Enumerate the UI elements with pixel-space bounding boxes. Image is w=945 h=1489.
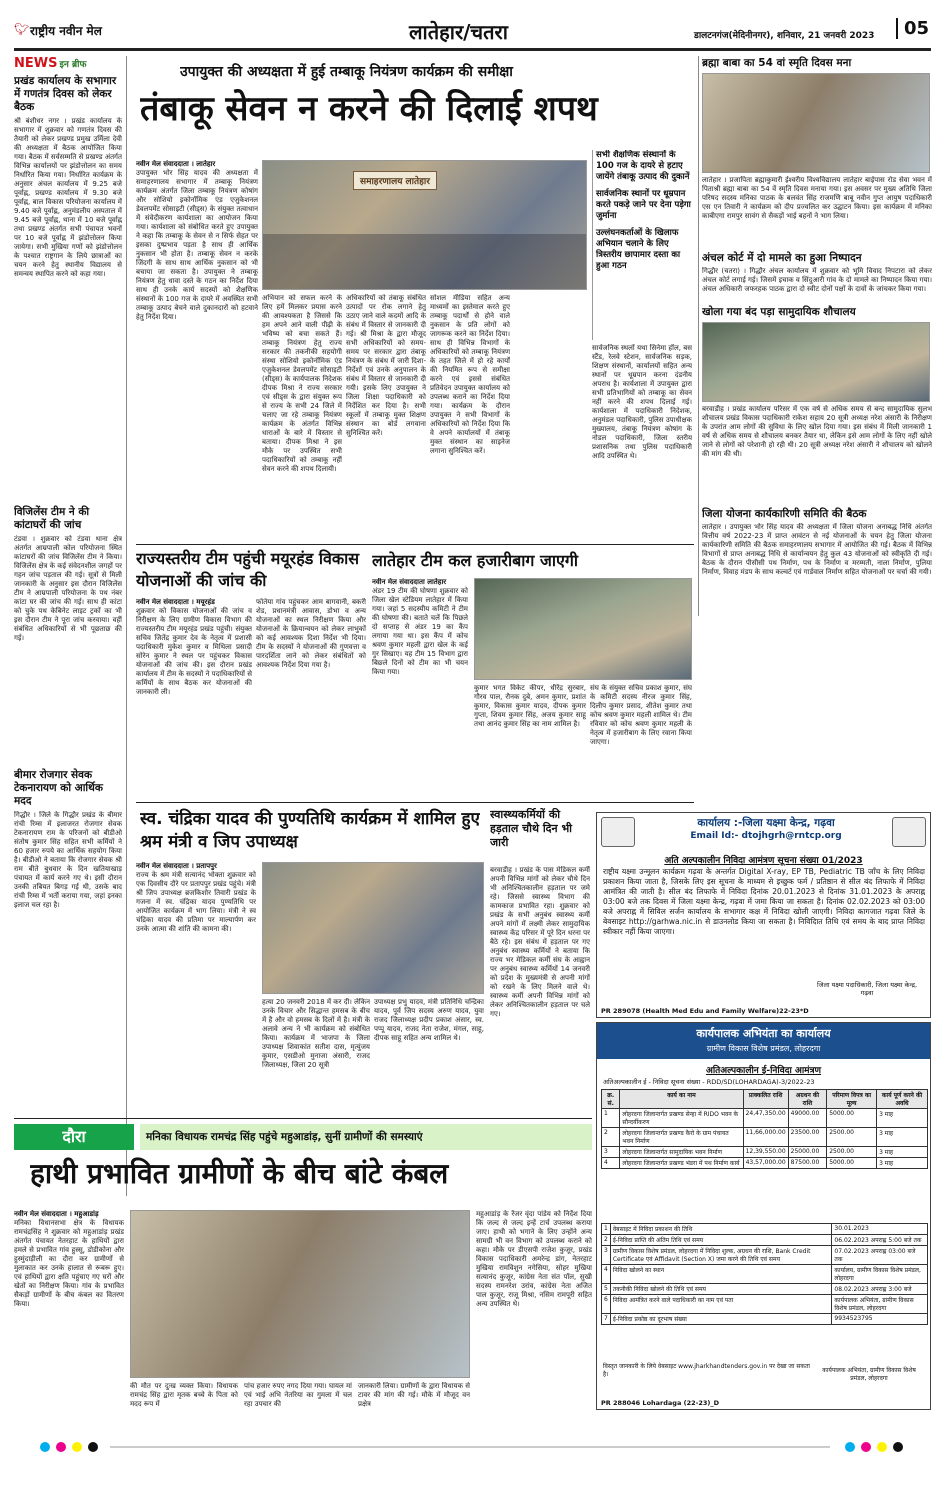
daura-body-2: की मौत पर दुःख व्यक्त किया। विधायक रामचंद्र सिंह द्वारा मृतक बच्चे के पिता को मदद रूप में bbox=[130, 1382, 238, 1408]
tb-office: कार्यालय :-जिला यक्ष्मा केन्द्र, गढ़वा bbox=[697, 817, 835, 829]
table-cell: लोहरदगा जिलान्तर्गत प्रखण्ड भंडरा में पथ निर्माण कार्य bbox=[620, 1158, 743, 1169]
ee-col-header: परिमाण विपत्र का मूल्य bbox=[827, 1090, 877, 1109]
table-cell: 11,66,000.00 bbox=[743, 1128, 788, 1147]
ee-office: कार्यपालक अभियंता का कार्यालय bbox=[696, 1027, 831, 1040]
hazaribagh-byline: नवीन मेल संवाददाता लातेहार bbox=[372, 578, 447, 586]
chandrika-headline: स्व. चंद्रिका यादव की पुण्यतिथि कार्यक्रम में शामिल हुए श्रम मंत्री व जिप उपाध्यक्ष bbox=[140, 809, 480, 852]
table-cell: 1 bbox=[602, 1109, 620, 1128]
terms-cell: ई-निविदा प्रकोष्ठ का दूरभाष संख्या bbox=[610, 1314, 832, 1325]
lead-kicker: उपायुक्त की अध्यक्षता में हुई तम्बाकू नियंत्रण कार्यक्रम की समीक्षा bbox=[180, 64, 513, 80]
right-headline-1: ब्रह्मा बाबा का 54 वां स्मृति दिवस मना bbox=[702, 57, 852, 69]
paper-name: राष्ट्रीय नवीन मेल bbox=[30, 24, 102, 38]
ee-sub: ग्रामीण विकास विशेष प्रमंडल, लोहरदगा bbox=[706, 1044, 821, 1053]
tb-tender-ad bbox=[596, 812, 931, 1018]
chandrika-body-2: हत्या 20 जनवरी 2018 में कर दी। लेकिन उनके विचार और सिद्धान्त हमसब के बीच में है और वो हमसब के दिलों में है। मंत्री के अलावे अन्य ने भी कार्यक्रम को संबोधित किया। कार्यक्रम में भाजपा के जिला उपाध्यक्ष शिवाकांत सतीश दास, मृत्युंजय कुमार, एसडीओ मुनाजा अंसारी, राजद जिलाध्यक्ष, जिला 20 सूत्री bbox=[262, 998, 370, 1069]
terms-row bbox=[602, 1284, 928, 1295]
mayurhand-headline: राज्यस्तरीय टीम पहुंची मयूरहंड विकास योजनाओं की जांच की bbox=[136, 549, 360, 590]
brief-headline-3: बीमार रोजगार सेवक टेकनारायण को आर्थिक मदद bbox=[14, 769, 103, 807]
table-cell: 25000.00 bbox=[788, 1147, 827, 1158]
brief-headline-2: विजिलेंस टीम ने की कांटाघरों की जांच bbox=[14, 506, 90, 531]
chandrika-body-3: उपाध्यक्ष प्रभु यादव, मंत्री प्रतिनिधि चन्द्रिका यादव, पूर्व जिप सदस्य अरुण यादव, युवा राजद जिलाध्यक्ष प्रदीप प्रकाश अंसार, स्व. पप्पू यादव, राजद नेता राजेश, मंगल, साहू, दीपक साहू सहित अन्य शामिल थे। bbox=[374, 998, 484, 1042]
right-column bbox=[702, 56, 932, 614]
table-cell: लोहरदगा जिलान्तर्गत सामुदायिक भवन निर्माण bbox=[620, 1147, 743, 1158]
table-cell: लोहरदगा जिलान्तर्गत प्रखण्ड कैरो के ग्राम पंचायत भवन निर्माण bbox=[620, 1128, 743, 1147]
page-number: 05 bbox=[896, 18, 929, 39]
terms-cell: 5 bbox=[602, 1284, 611, 1295]
ee-footer: विस्तृत जानकारी के लिये वेबसाइट www.jharkhandtenders.gov.in पर देखा जा सकता है। bbox=[603, 1363, 810, 1378]
table-cell: लोहरदगा जिलान्तर्गत प्रखण्ड सेन्हा में RIDO भवन के सौन्दर्यीकरण bbox=[620, 1109, 743, 1128]
table-cell: 2 bbox=[602, 1128, 620, 1147]
right-text-4: लातेहार । उपायुक्त भोर सिंह यादव की अध्यक्षता में जिला योजना अनाबद्ध निधि अंतर्गत वित्तीय वर्ष 2022-23 में प्राप्त आवंटन से नई योजनाओं के चयन हेतु जिला योजना कार्यकारिणी समिति की बैठक समाहरणालय सभागार में आयोजित की गई। बैठक में विभिन्न विभागों से प्राप्त अनाबद्ध निधि से कार्यान्वयन हेतु कुल 43 योजनाओं को स्वीकृति दी गई। बैठक के दौरान पीसीसी पथ निर्माण, पथ के निर्माण व मरम्मती, नाला निर्माण, पुलिया निर्माण, विवाह मंडप के साथ कल्वर्ट एवं गार्डवाल निर्माण सहित योजनाओं पर चर्चा की गयी। bbox=[702, 523, 932, 576]
masthead bbox=[14, 14, 931, 50]
mayurhand-body-2: फोतेया गांव पहुंचकर आम बागवानी, बकरी शेड, प्रधानमंत्री आवास, डोभा व अन्य योजनाओं का स्थल निरीक्षण किया और योजनाओं के क्रियान्वयन को लेकर लाभुकों को कई आवश्यक दिशा निर्देश भी दिया। टीम के सदस्यों ने योजनाओं की गुणवत्ता व पारदर्शिता लाने को लेकर संबंधितों को आवश्यक निर्देश दिया गया है। bbox=[256, 598, 366, 669]
right-photo-2 bbox=[702, 322, 930, 402]
ee-signature: कार्यपालक अभियंता, ग्रामीण विकास विशेष प्रमंडल, लोहरदगा bbox=[822, 1367, 916, 1382]
bird-logo-icon: 🐦︎ bbox=[14, 22, 30, 36]
terms-cell: कार्यपालक अभियंता, ग्रामीण विकास विशेष प्रमंडल, लोहरदगा bbox=[832, 1295, 928, 1314]
hazaribagh-body-1: अंडर 19 टीम की घोषणा शुक्रवार को जिला खेल स्टेडियम लातेहार में किया गया। जहां 5 सदस्यीय कमिटी ने टीम की घोषणा की। बताते चलें कि पिछले दो सप्ताह से अंडर 19 का कैंप लगाया गया था। इस कैंप में कोच श्रवण कुमार महली द्वारा खेल के कई गुर सिखाए। यह टीम 15 विभाग द्वारा बिछ्ले दिनों को टीम का भी चयन किया गया। bbox=[372, 587, 468, 676]
ee-terms-table bbox=[601, 1223, 928, 1325]
table-cell: 5000.00 bbox=[827, 1109, 877, 1128]
ee-col-header: प्राक्कलित राशि bbox=[743, 1090, 788, 1109]
daura-column-1 bbox=[14, 1210, 124, 1418]
terms-cell: 6 bbox=[602, 1295, 611, 1314]
right-headline-4: जिला योजना कार्यकारिणी समिति की बैठक bbox=[702, 508, 867, 520]
ee-ref: अतिअल्पकालीन ई - निविदा सूचना संख्या - RDD/SD(LOHARDAGA)-3/2022-23 bbox=[603, 1078, 815, 1086]
tb-title: अति अल्पकालीन निविदा आमंत्रण सूचना संख्या 01/2023 bbox=[664, 856, 863, 866]
terms-row bbox=[602, 1295, 928, 1314]
registration-strip bbox=[40, 1440, 905, 1454]
chandrika-photo bbox=[262, 862, 484, 994]
terms-cell: 30.01.2023 bbox=[832, 1224, 928, 1235]
lead-body-1: उपायुक्त भोर सिंह यादव की अध्यक्षता में समाहरणालय सभागार में तम्बाकू नियंत्रण कार्यक्रम अंतर्गत जिला तम्बाकू नियंत्रण कोषांग और सोशियो इकोनॉमिक एंड एजुकेशनल डेवलपमेंट सोसाइटी (सीड्स) के संयुक्त तत्वाधान में संवेदीकरण कार्यशाला का आयोजन किया गया। कार्यशाला को संबोधित करते हुए उपायुक्त ने कहा कि तम्बाकू के सेवन से न सिर्फ सेहत पर इसका दुष्प्रभाव पड़ता है साथ ही आर्थिक नुकसान भी होता है। तम्बाकू सेवन न करके जिंदगी के साथ साथ आर्थिक नुकसान को भी बचाया जा सकता है। उपायुक्त ने तम्बाकू नियंत्रण हेतु धावा दस्ते के गठन का निर्देश दिया साथ ही उनके कार्य सदस्यों को शैक्षणिक संस्थानों के 100 गज के दायरे में अवस्थित सभी तम्बाकू उत्पाद बेचने वाले दुकानदारों को हटवाने हेतु निर्देश दिया। bbox=[136, 169, 258, 321]
lead-photo bbox=[262, 160, 587, 290]
hazaribagh-body-3: संघ के संयुक्त सचिव प्रकाश कुमार, संघ के कमिटी सदस्य नीरज कुमार सिंह, दिलीप कुमार प्रसाद, शीतेश कुमार तथा कोच श्रवण कुमार महली शामिल थे। टीम रविवार को कोच श्रवण कुमार महली के नेतृत्व में हजारीबाग के लिए रवाना किया जाएगा। bbox=[590, 684, 692, 746]
lead-body-4: सोशल मीडिया सहित अन्य माध्यमों का इस्तेमाल करते हुए तम्बाकू पदार्थों से होने वाले नुकसान के प्रति लोगों को जागरूक करने का निर्देश दिया। साथ ही विभिन्न विभागों के अधिकारियों को तम्बाकू नियंत्रण के तहत जिले में हो रहे कार्यों की नियमित रूप से समीक्षा करने एवं इससे संबंधित प्रतिवेदन उपायुक्त कार्यालय को उपलब्ध कराने का निर्देश दिया गया। कार्यक्रम के दौरान उपायुक्त ने सभी विभागों के अधिकारियों को निर्देश दिया कि वे अपने कार्यालयों में तंबाकू मुक्त संस्थान का साइनेज लगाना सुनिश्चित करें। bbox=[430, 294, 510, 455]
table-cell: 2500.00 bbox=[827, 1147, 877, 1158]
terms-cell: तकनीकी निविदा खोलने की तिथि एवं समय bbox=[610, 1284, 832, 1295]
terms-cell: 2 bbox=[602, 1235, 611, 1246]
ee-pr-number: PR 288046 Lohardaga (22-23)_D bbox=[601, 1399, 719, 1407]
terms-cell: वेबसाइट में निविदा प्रकाशन की तिथि bbox=[610, 1224, 832, 1235]
daura-kicker: मनिका विधायक रामचंद्र सिंह पहुंचे महुआडांड़, सुनीं ग्रामीणों की समस्याएं bbox=[140, 1124, 592, 1150]
lead-body-2: अभियान को सफल करने के लिए हमें मिलकर प्रयास करने की आवश्यकता है जिससे कि हम अपने आने वाली पीढ़ी के भविष्य को बचा सकते हैं। तम्बाकू नियंत्रण हेतु राज्य सरकार की तकनीकी सहयोगी संस्था सोशियो इकोनॉमिक एंड एजुकेशनल डेवलपमेंट सोसाइटी (सीड्स) के कार्यपालक निदेशक दीपक मिश्रा ने राज्य सरकार एवं सीड्स के द्वारा संयुक्त रूप से राज्य के सभी 24 जिले में चलाए जा रहे तम्बाकू नियंत्रण कार्यक्रम के अंतर्गत विभिन्न धाराओं के बारे में विस्तार से बताया। दीपक मिश्रा ने इस मौके पर उपस्थित सभी पदाधिकारियों को तम्बाकू नहीं सेवन करने की शपथ दिलायी। bbox=[262, 294, 342, 473]
lead-body-3: अधिकारियों को तंबाकू संबंधित उत्पादों पर रोक लगाने हेतु उठाए जाने वाले कदमों आदि के संबंध में विस्तार से जानकारी दी गई। श्री मिश्रा के द्वारा मौजूद सभी अधिकारियों को समय-समय पर सरकार द्वारा तंबाकू नियंत्रण के संबंध में जारी दिशा-निर्देशों एवं उनके अनुपालन के संबंध में विस्तार से जानकारी दी गयी। इसके लिए उपायुक्त ने जिला शिक्षा पदाधिकारी को निर्देशित कर दिया है। सभी स्कूलों में तम्बाकू मुक्त शिक्षण संस्थान का बोर्ड लगवाना सुनिश्चित करें। bbox=[346, 294, 426, 437]
news-brief-label: NEWS इन ब्रीफ bbox=[14, 56, 87, 71]
right-headline-3: खोला गया बंद पड़ा सामुदायिक शौचालय bbox=[702, 306, 856, 318]
strike-body: बरवाडीह । प्रखंड के पास मेडिकल कर्मी अपनी विभिन्न मांगों को लेकर चौथे दिन भी अनिश्चितकालीन हड़ताल पर जमे रहे। जिससे स्वास्थ्य विभाग की कामकाज प्रभावित रहा। शुक्रवार को प्रखंड के सभी अनुबंध स्वास्थ्य कर्मी अपने मांगों में लक्ष्मी लेकर सामुदायिक स्वास्थ्य केंद्र परिसर में पूरे दिन धरना पर बैठे रहे। इस संबंध में हड़ताल पर गए अनुबंध स्वास्थ्य कर्मियों ने बताया कि राज्य भर मेडिकल कर्मी संघ के आह्वान पर अनुबंध स्वास्थ्य कर्मियों 14 जनवरी को प्रदेश के मुख्यमंत्री से अपनी मांगों को रखने के लिए मिलने वाले थे। स्वास्थ्य कर्मी अपनी विभिन्न मांगों को लेकर अनिश्चितकालीन हड़ताल पर चले गए। bbox=[490, 866, 590, 1018]
table-cell: 87500.00 bbox=[788, 1158, 827, 1169]
terms-row bbox=[602, 1235, 928, 1246]
brief-text-2: टंडवा । शुक्रवार को टंडवा थाना क्षेत्र अंतर्गत आम्रपाली कोल परियोजना स्थित कांटाघरों की जांच विजिलेंस टीम ने किया। विजिलेंस क्षेत्र के कई संवेदनशील जगहों पर गहन जांच पड़ताल की गई। सूत्रों से मिली जानकारी के अनुसार इस दौरान विजिलेंस टीम ने आम्रपाली परियोजना के पथ नंबर कांटा घर की जांच की गई। साथ ही कांटा को चुके पथ केबिनेट लाइट ट्रकों का भी इस दौरान टीम ने पूरा जांच करवाया। वहीं संबंधित अधिकारियों से भी पूछताछ की गई। bbox=[14, 535, 122, 642]
mayurhand-byline: नवीन मेल संवाददाता । मयूरहंड bbox=[136, 598, 215, 606]
table-cell: 3 माह bbox=[877, 1109, 928, 1128]
strike-headline: स्वास्थ्यकर्मियों की हड़ताल चौथे दिन भी जारी bbox=[490, 808, 573, 849]
chandrika-body-1: राज्य के श्रम मंत्री सत्यानंद भोक्ता शुक्रवार को एक दिवसीय दौरे पर प्रतापपुर प्रखंड पहुंचे। मंत्री श्री जिप उपाध्यक्ष ब्रजकिशोर तिवारी प्रखंड के गजना में स्व. चंद्रिका यादव पुण्यतिथि पर आयोजित कार्यक्रम में भाग लिया। मंत्री ने स्व चंद्रिका यादव की प्रतिमा पर माल्यार्पण कर उनके आत्मा की शांति की कामना की। bbox=[136, 871, 256, 933]
terms-cell: निविदा आमंत्रित करने वाले पदाधिकारी का नाम एवं पता bbox=[610, 1295, 832, 1314]
brief-text-3: गिद्धौर । जिले के गिद्धौर प्रखंड के बीमार रांची रिम्स में इलाजरत रोजगार सेवक टेकनारायण राम के परिजनों को बीडीओ संतोष कुमार सिंह सहित सभी कर्मियों ने 60 हजार रुपये का आर्थिक सहयोग किया है। बीडीओ ने बताया कि रोजगार सेवक श्री राम बीते बुधवार के दिन खतियाखाड़ पंचायत में कार्य करने गए थे। इसी दौरान उनकी तबियत बिगड़ गई थी, उसके बाद रांची रिम्स में भर्ती कराया गया, जहां इनका इलाज चल रहा है। bbox=[14, 811, 122, 909]
table-cell: 2500.00 bbox=[827, 1128, 877, 1147]
table-cell: 49000.00 bbox=[788, 1109, 827, 1128]
terms-row bbox=[602, 1224, 928, 1235]
daura-headline: हाथी प्रभावित ग्रामीणों के बीच बांटे कंबल bbox=[30, 1157, 449, 1190]
terms-row bbox=[602, 1265, 928, 1284]
tb-body: राष्ट्रीय यक्ष्मा उन्मूलन कार्यक्रम गढ़वा के अन्तर्गत Digital X-ray, EP TB, Pediatric TB जाँच के लिए निविदा प्रकाशन किया जाता है, जिसके लिए इस सूचना के माध्यम से इच्छुक फर्म / प्रतिष्ठान से सील बंद लिफाफे में निविदा आमंत्रित की जाती है। सील बंद लिफाफे में निविदा दिनांक 20.01.2023 से दिनांक 31.01.2023 के अपराह्न 03:00 बजे तक दिवस में जिला यक्ष्मा केन्द्र, गढ़वा में जमा किया जा सकता है। दिनांक 02.02.2023 को 03:00 बजे अपराह्न में सिविल सर्जन कार्यालय के सभागार कक्ष में निविदा खोली जाएगी। निविदा कागजात गढ़वा जिले के बेवसाइट http://garhwa.nic.in से डाउनलोड किया जा सकता है। निविदाित तिथि एवं समय के बाद प्राप्त निविदा स्वीकार नहीं किया जाएगा। bbox=[603, 867, 925, 936]
lead-photo-sign: समाहरणालय लातेहार bbox=[353, 171, 437, 190]
brief-text-1: श्री बंशीधर नगर । प्रखंड कार्यालय के सभागार में शुक्रवार को गणतंत्र दिवस की तैयारी को लेकर प्रखण्ड प्रमुख उर्मिला देवी की अध्यक्षता में बैठक आयोजित किया गया। बैठक में सर्वसम्मति से प्रखण्ड अंतर्गत विभिन्न कार्यालयों पर झंडोत्तोलन का समय निर्धारित किया गया। निर्धारित कार्यक्रम के अनुसार अंचल कार्यालय में 9.25 बजे पूर्वाह्न, प्रखण्ड कार्यालय में 9.30 बजे पूर्वाह्न, बाल विकास परियोजना कार्यालय में 9.40 बजे पूर्वाह्न, अनुमंडलीय अस्पताल में 9.45 बजे पूर्वाह्न, थाना में 10 बजे पूर्वाह्न तथा प्रखण्ड अंतर्गत सभी पंचायत भवनों पर 10 बजे पूर्वाह्न में झंडोत्तोलन किया जायेगा। सभी मुखिया गणों को झंडोत्तोलन के पश्चात राष्ट्रगान के लिये छात्राओं का चयन करने हेतु स्थानीय विद्यालय से समन्वय स्थापित करने को कहा गया। bbox=[14, 117, 122, 278]
daura-body-3: पांच हजार रुपए नगद दिया गया। घायल मां एवं भाई अभि नेतरिया का गुमला में चल रहा उपचार की bbox=[244, 1382, 352, 1408]
table-row bbox=[602, 1158, 928, 1169]
terms-cell: 1 bbox=[602, 1224, 611, 1235]
hazaribagh-column-1 bbox=[372, 578, 468, 800]
lead-side-point-3: उल्लंघनकर्ताओं के खिलाफ अभियान चलाने के लिए त्रिस्तरीय छापामार दस्ता का हुआ गठन bbox=[596, 228, 681, 271]
hazaribagh-headline: लातेहार टीम कल हजारीबाग जाएगी bbox=[372, 551, 578, 570]
news-brief-column bbox=[14, 56, 122, 1196]
table-row bbox=[602, 1147, 928, 1158]
terms-cell: ई-निविदा प्राप्ति की अंतिम तिथि एवं समय bbox=[610, 1235, 832, 1246]
daura-photo bbox=[130, 1210, 470, 1378]
table-cell: 24,47,350.00 bbox=[743, 1109, 788, 1128]
tb-email: Email Id:- dtojhgrh@rntcp.org bbox=[690, 831, 842, 841]
lead-side-box bbox=[592, 150, 692, 340]
terms-cell: 06.02.2023 अपराह्न 5:00 बजे तक bbox=[832, 1235, 928, 1246]
table-cell: 23500.00 bbox=[788, 1128, 827, 1147]
ee-works-table bbox=[601, 1089, 928, 1169]
daura-label: दौरा bbox=[14, 1124, 134, 1150]
mayurhand-column-1 bbox=[136, 598, 252, 798]
daura-body-4: जानकारी लिया। ग्रामीणों के द्वारा विधायक से टावर की मांग की गई। मौके में मौजूद वन प्रक्षेत्र bbox=[358, 1382, 470, 1408]
lead-byline: नवीन मेल संवाददाता । लातेहार bbox=[136, 160, 216, 168]
table-cell: 3 माह bbox=[877, 1158, 928, 1169]
right-photo-1 bbox=[702, 73, 930, 173]
terms-cell: 4 bbox=[602, 1265, 611, 1284]
lead-side-point-2: सार्वजनिक स्थानों पर धूम्रपान करते पकड़े जाने पर देना पड़ेगा जुर्माना bbox=[596, 189, 691, 221]
ee-col-header: अग्रधन की राशि bbox=[788, 1090, 827, 1109]
tb-emblem-right-icon bbox=[892, 817, 926, 847]
tb-signature: जिला यक्ष्मा पदाधिकारी, जिला यक्ष्मा केन्द्र, गढ़वा bbox=[816, 981, 918, 997]
dateline: डालटनगंज(मेदिनीनगर), शनिवार, 21 जनवरी 2023 bbox=[694, 31, 875, 41]
table-row bbox=[602, 1128, 928, 1147]
table-cell: 12,39,550.00 bbox=[743, 1147, 788, 1158]
ee-tender-ad bbox=[596, 1022, 931, 1410]
ee-col-header: कार्य पूर्ण करने की अवधि bbox=[877, 1090, 928, 1109]
daura-byline: नवीन मेल संवाददाता । महुआडांड़ bbox=[14, 1210, 99, 1218]
ee-header bbox=[597, 1023, 930, 1059]
terms-cell: कार्यालय, ग्रामीण विकास विशेष प्रमंडल, लोहरदगा bbox=[832, 1265, 928, 1284]
ee-title: अतिअल्पकालीन ई-निविदा आमंत्रण bbox=[705, 1066, 822, 1076]
right-text-3: बरवाडीह । प्रखंड कार्यालय परिसर में एक वर्ष से अधिक समय से बन्द सामुदायिक सुलभ शौचालय प्रखंड विकास पदाधिकारी राकेश सहाय 20 सूत्री अध्यक्ष नरेश अंसारी के निरीक्षण के उपरांत आम लोगों की सुविधा के लिए खोल दिया गया। इस संबंध में मिली जानकारी 1 वर्ष से अधिक समय से शौचालय बनकर तैयार था, लेकिन इसे आम लोगों के लिए नहीं खोले जाने से लोगों को परेशानी हो रही थी। 20 सूत्री अध्यक्ष नरेश अंसारी ने शौचालय को खोलने की मांग की थी। bbox=[702, 405, 932, 458]
table-cell: 5000.00 bbox=[827, 1158, 877, 1169]
right-text-1: लातेहार । प्रजापिता ब्रह्माकुमारी ईश्वरीय विश्वविद्यालय लातेहार बाईपास रोड सेवा भवन में पिताश्री ब्रह्मा बाबा का 54 वें स्मृति दिवस मनाया गया। इस अवसर पर मुख्य अतिथि जिला परिषद सदस्य मनिका पाठक के बलवंत सिंह राजमणि बाबू नवीन गुप्त आयुष पदाधिकारी एस एन तिवारी ने कार्यक्रम को दीप प्रज्वलित कर उद्घाटन किया। इस कार्यक्रम में मनिका काबीएगा रामपुर सावंग से सैकड़ों भाई बहनों ने भाग लिया। bbox=[702, 176, 932, 220]
lead-column-1 bbox=[136, 160, 258, 540]
hazaribagh-body-2: कुमार भगत विकेट कीपर, धीरेंद्र सुरबार, गौरव पाल, रौनक दुबे, अमन कुमार, प्रशांत कुमार, विकास कुमार यादव, दीपक कुमार गुप्ता, शिवम कुमार सिंह, अजय कुमार साहू तथा आनंद कुमार सिंह का नाम शामिल है। bbox=[474, 684, 586, 728]
ee-col-header: कार्य का नाम bbox=[620, 1090, 743, 1109]
right-text-2: गिद्धौर (चतरा) । गिद्धौर अंचल कार्यालय में शुक्रवार को भूमि विवाद निपटारा को लेकर अंचल कोर्ट लगाई गई। जिसमें इचाक व सिंदुआरी गांव के दो मामले का निष्पादन किया गया। अंचल अधिकारी जफरहक पाठक द्वारा दो स्वीट दोनों पक्षों के दावों के जांचकर किया गया। bbox=[702, 267, 932, 293]
section-title: लातेहार/चतरा bbox=[409, 20, 508, 44]
terms-cell: 3 bbox=[602, 1246, 611, 1265]
terms-cell: 07.02.2023 अपराह्न 03:00 बजे तक bbox=[832, 1246, 928, 1265]
table-cell: 3 माह bbox=[877, 1147, 928, 1158]
tb-pr-number: PR 289078 (Health Med Edu and Family Welfare)22-23*D bbox=[601, 1007, 809, 1015]
terms-row bbox=[602, 1314, 928, 1325]
lead-side-point-1: सभी शैक्षणिक संस्थानों के 100 गज के दायरे से हटाए जायेंगे तंबाकू उत्पाद की दुकानें bbox=[596, 150, 690, 182]
table-cell: 3 माह bbox=[877, 1128, 928, 1147]
hazaribagh-team-photo bbox=[474, 578, 692, 680]
terms-row bbox=[602, 1246, 928, 1265]
table-cell: 3 bbox=[602, 1147, 620, 1158]
daura-body-1: मनिका विधानसभा क्षेत्र के विधायक रामचंद्रसिंह ने शुक्रवार को महुआडांड़ प्रखंड अंतर्गत पंचायत नेतरहाट के हाथियों द्वारा हमले से प्रभावित गांव हुस्सू, डोडीकोना और हुस्मुंदाड़ीली का दौरा कर ग्रामीणों से मुलाकात कर उनके हालात से रूबरू हुए। एवं हाथियों द्वारा क्षति पहुंचाए गए घरों और खेतों का निरीक्षण किया। गांव के प्रभावित सैकड़ों ग्रामीणों के बीच कंबल का वितरण किया। bbox=[14, 1219, 124, 1308]
table-row bbox=[602, 1109, 928, 1128]
lead-body-5: सार्वजनिक स्थलों यथा सिनेमा हॉल, बस स्टैंड, रेलवे स्टेशन, सार्वजनिक सड़क, शिक्षण संस्थानों, कार्यालयों सहित अन्य स्थानों पर धूम्रपान करना दंडनीय अपराध है। कार्यशाला में उपायुक्त द्वारा सभी प्रतिभागियों को तम्बाकू का सेवन नहीं करने की शपथ दिलाई गई। कार्यशाला में पदाधिकारी निदेशक, अनुमंडल पदाधिकारी, पुलिस उपाधीक्षक मुख्यालय, तंबाकू नियंत्रण कोषांग के नोडल पदाधिकारी, जिला स्तरीय प्रशासनिक तथा पुलिस पदाधिकारी आदि उपस्थित थे। bbox=[592, 344, 692, 460]
lead-headline: तंबाकू सेवन न करने की दिलाई शपथ bbox=[140, 89, 598, 129]
terms-cell: ग्रामीण विकास विशेष प्रमंडल, लोहरदगा में निविदा शुल्क, अग्रधन की राशि, Bank Credit Certificate एवं Affidavit (Section X) जमा करने की तिथि एवं समय bbox=[610, 1246, 832, 1265]
chandrika-byline: नवीन मेल संवाददाता । प्रतापपुर bbox=[136, 862, 217, 870]
terms-cell: निविदा खोलने का स्थान bbox=[610, 1265, 832, 1284]
terms-cell: 9934523795 bbox=[832, 1314, 928, 1325]
mayurhand-body-1: शुक्रवार को विकास योजनाओं की जांच व निरीक्षण के लिए ग्रामीण विकास विभाग की राज्यस्तरीय टीम मयूरहंड प्रखंड पहुंची। संयुक्त सचिव जितेंद्र कुमार देव के नेतृत्व में प्रशासी पदाधिकारी मुकेश कुमार व मिथिला प्रसादी सोरेन कुमार ने स्थल पर पहुंचकर विकास योजनाओं की जांच की। इस दौरान प्रखंड कार्यालय में टीम के सदस्यों ने पदाधिकारियों से कर्मियों के साथ बैठक कर योजनाओं की जानकारी ली। bbox=[136, 607, 252, 696]
tb-emblem-icon bbox=[601, 817, 635, 847]
daura-body-5: महुआडांड़ के रेंजर वृंदा पांडेय को निर्देश दिया कि जल्द से जल्द इन्हें टार्च उपलब्ध कराया जाए। हाथी को भगाने के लिए उन्होंने अन्य सामग्री भी वन विभाग को उपलब्ध कराने को कहा। मौके पर डीएसपी राजेश कुजूर, प्रखंड विकास पदाधिकारी अमरेन्द्र डांग, नेतरहाट मुखिया रामविशुन नगेसिया, सोहर मुखिया सत्यानंद कुजूर, कांग्रेस नेता संत पॉल, सुखी सदस्य रामनरेश उरांव, कांग्रेस नेता अजित पाल कुजूर, राजू मिश्रा, नसिम रामपूरी सहित अन्य उपस्थित थे। bbox=[476, 1210, 592, 1308]
terms-cell: 08.02.2023 अपराह्न 3:00 बजे bbox=[832, 1284, 928, 1295]
terms-cell: 7 bbox=[602, 1314, 611, 1325]
brief-headline-1: प्रखंड कार्यालय के सभागार में गणतंत्र दिवस को लेकर बैठक bbox=[14, 75, 117, 113]
right-headline-2: अंचल कोर्ट में दो मामले का हुआ निष्पादन bbox=[702, 252, 862, 264]
ee-col-header: क्र. सं. bbox=[602, 1090, 620, 1109]
table-cell: 43,57,000.00 bbox=[743, 1158, 788, 1169]
table-cell: 4 bbox=[602, 1158, 620, 1169]
